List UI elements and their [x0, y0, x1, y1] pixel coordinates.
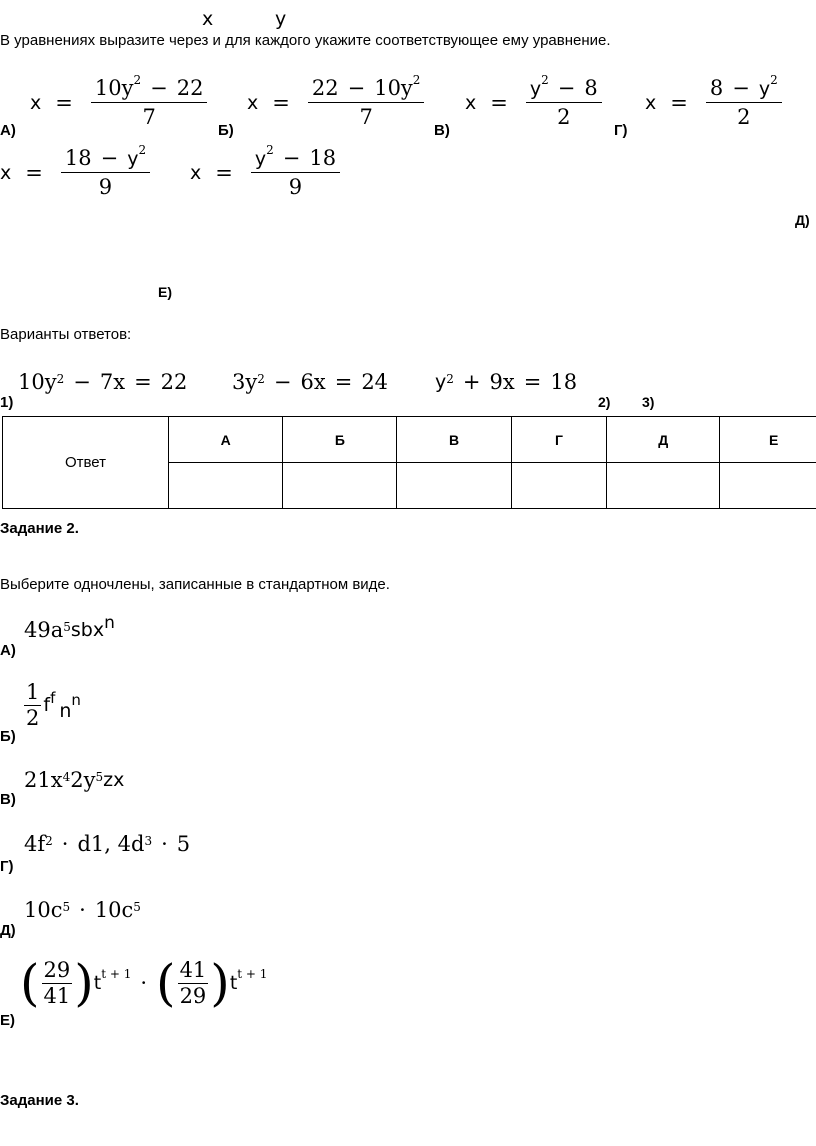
fraction: [308, 73, 425, 129]
term: 10c: [94, 898, 134, 922]
op: +: [462, 370, 481, 394]
eq-sign: =: [55, 90, 73, 115]
op: −: [347, 76, 366, 100]
num-a: 8: [709, 76, 724, 100]
den: 7: [359, 105, 373, 129]
eq-sign: =: [334, 370, 353, 394]
label-v: В): [0, 791, 16, 808]
eq-sign: =: [25, 160, 43, 185]
eq-sign: =: [215, 160, 233, 185]
equation-d: [0, 143, 154, 199]
fraction: [61, 143, 150, 199]
answer-2: [232, 370, 388, 394]
num-a: 22: [311, 76, 339, 100]
den: 9: [98, 175, 113, 199]
answers-title: Варианты ответов:: [0, 326, 132, 343]
col-header-g: Г: [511, 417, 606, 463]
exp: 2: [541, 73, 549, 87]
label-v: В): [434, 122, 450, 139]
term: y: [435, 371, 447, 393]
num-b: 22: [176, 76, 204, 100]
equation-b: [247, 73, 428, 129]
exp: 2: [412, 73, 421, 87]
answer-label-2: 2): [598, 394, 611, 410]
col-header-e: Е: [720, 417, 816, 463]
term: 3y: [232, 370, 258, 394]
task2-title: Задание 2.: [0, 520, 79, 537]
num-b: 10y: [374, 76, 413, 100]
exp: 4: [62, 770, 71, 784]
den: 2: [557, 105, 571, 129]
variable-y: y: [275, 8, 287, 30]
num-b: 18: [309, 146, 337, 170]
fraction: [91, 73, 208, 129]
answer-cell-v[interactable]: [397, 463, 511, 509]
num-b: y: [758, 78, 771, 100]
answer-cell-a[interactable]: [169, 463, 283, 509]
num-a: 18: [64, 146, 92, 170]
monomial-d: [24, 898, 141, 922]
label-b: Б): [218, 122, 234, 139]
num-a: y: [254, 148, 267, 170]
term: 18: [550, 370, 578, 394]
eq-sign: =: [523, 370, 542, 394]
monomial-a: [24, 613, 115, 642]
task3-title: Задание 3.: [0, 1092, 79, 1109]
num-a: 10y: [94, 76, 134, 100]
term: 6x: [300, 370, 326, 394]
term: f: [43, 694, 51, 716]
equation-g: [645, 73, 786, 129]
label-g: Г): [614, 122, 628, 139]
eq-lhs: x: [465, 91, 477, 114]
eq-lhs: x: [0, 161, 12, 184]
exp: 3: [144, 834, 153, 848]
monomial-e: [20, 954, 268, 1012]
paren-right: ): [74, 954, 94, 1012]
op: −: [73, 370, 91, 394]
exp: 5: [95, 770, 104, 784]
exp: 2: [56, 372, 65, 386]
answer-cell-e[interactable]: [720, 463, 816, 509]
label-e: Е): [158, 284, 172, 300]
exp: 5: [62, 900, 71, 914]
term: 9x: [489, 370, 515, 394]
eq-sign: =: [272, 90, 290, 115]
eq-lhs: x: [30, 91, 42, 114]
col-header-a: А: [169, 417, 283, 463]
paren-right: ): [210, 954, 230, 1012]
eq-sign: =: [490, 90, 508, 115]
label-b: Б): [0, 728, 16, 745]
eq-lhs: x: [645, 91, 657, 114]
den: 9: [288, 175, 303, 199]
op: −: [100, 146, 119, 170]
monomial-g: [24, 832, 190, 856]
eq-lhs: x: [190, 161, 202, 184]
term: 22: [160, 370, 188, 394]
answer-cell-g[interactable]: [511, 463, 606, 509]
term: zx: [103, 769, 125, 791]
term: d1, 4d: [77, 832, 145, 856]
exp: t + 1: [101, 967, 132, 981]
equation-e: [190, 143, 344, 199]
row-header: Ответ: [3, 417, 169, 509]
answer-cell-b[interactable]: [283, 463, 397, 509]
fraction: [526, 73, 602, 129]
label-a: А): [0, 122, 16, 139]
task2-instruction: Выберите одночлены, записанные в стандартном виде.: [0, 576, 390, 593]
num-b: y: [127, 148, 139, 170]
monomial-v: [24, 768, 124, 792]
exp: n: [71, 691, 81, 709]
variable-x: x: [202, 8, 214, 30]
monomial-b: [22, 680, 81, 730]
num-a: y: [529, 78, 542, 100]
fraction: 29 41: [43, 958, 71, 1008]
fraction: 41 29: [179, 958, 207, 1008]
term: 24: [361, 370, 389, 394]
paren-left: (: [156, 954, 176, 1012]
answer-1: [18, 370, 187, 394]
term: 10c: [24, 898, 63, 922]
answer-label-1: 1): [0, 394, 14, 411]
label-d: Д): [795, 212, 810, 228]
task1-instruction: В уравнениях выразите через и для каждого укажите соответствующее ему уравнение.: [0, 32, 611, 49]
term: 49a: [24, 618, 64, 642]
op: −: [732, 76, 750, 100]
fraction: [251, 143, 340, 199]
den: 7: [142, 105, 156, 129]
eq-sign: =: [670, 90, 688, 115]
exp: f: [50, 689, 56, 707]
num-b: 8: [584, 76, 598, 100]
equation-v: [465, 73, 606, 129]
label-e: Е): [0, 1012, 15, 1029]
answer-table: [2, 416, 816, 509]
col-header-v: В: [397, 417, 511, 463]
fraction: [706, 73, 782, 129]
exp: 2: [266, 143, 274, 157]
exp: t + 1: [237, 967, 268, 981]
op: −: [282, 146, 301, 170]
fraction: 1 2: [26, 680, 40, 730]
eq-sign: =: [134, 370, 152, 394]
eq-lhs: x: [247, 91, 259, 114]
paren-left: (: [20, 954, 40, 1012]
term: sbx: [70, 619, 105, 641]
dot: ·: [61, 832, 69, 856]
term: 4f: [24, 832, 46, 856]
term: 2y: [70, 768, 96, 792]
exp: 5: [63, 620, 71, 634]
exp: 5: [133, 900, 141, 914]
exp: 2: [770, 73, 778, 87]
dot: ·: [140, 971, 148, 995]
term: 21x: [24, 768, 63, 792]
label-g: Г): [0, 858, 14, 875]
term: 7x: [99, 370, 126, 394]
op: −: [557, 76, 576, 100]
exp: 2: [138, 143, 147, 157]
term: t: [229, 972, 238, 994]
label-d: Д): [0, 922, 16, 939]
answer-3: [435, 370, 577, 394]
term: n: [59, 700, 72, 722]
exp: 2: [133, 73, 142, 87]
col-header-b: Б: [283, 417, 397, 463]
answer-cell-d[interactable]: [607, 463, 720, 509]
op: −: [150, 76, 168, 100]
equation-a: [30, 73, 211, 129]
answer-label-3: 3): [642, 394, 655, 410]
term: t: [93, 972, 102, 994]
exp: 2: [257, 372, 265, 386]
dot: ·: [161, 832, 168, 856]
exp: n: [104, 613, 115, 633]
col-header-d: Д: [607, 417, 720, 463]
label-a: А): [0, 642, 16, 659]
term: 10y: [18, 370, 57, 394]
op: −: [273, 370, 292, 394]
exp: 2: [45, 834, 53, 848]
term: 5: [176, 832, 191, 856]
den: 2: [737, 105, 751, 129]
dot: ·: [79, 898, 86, 922]
exp: 2: [446, 372, 454, 386]
